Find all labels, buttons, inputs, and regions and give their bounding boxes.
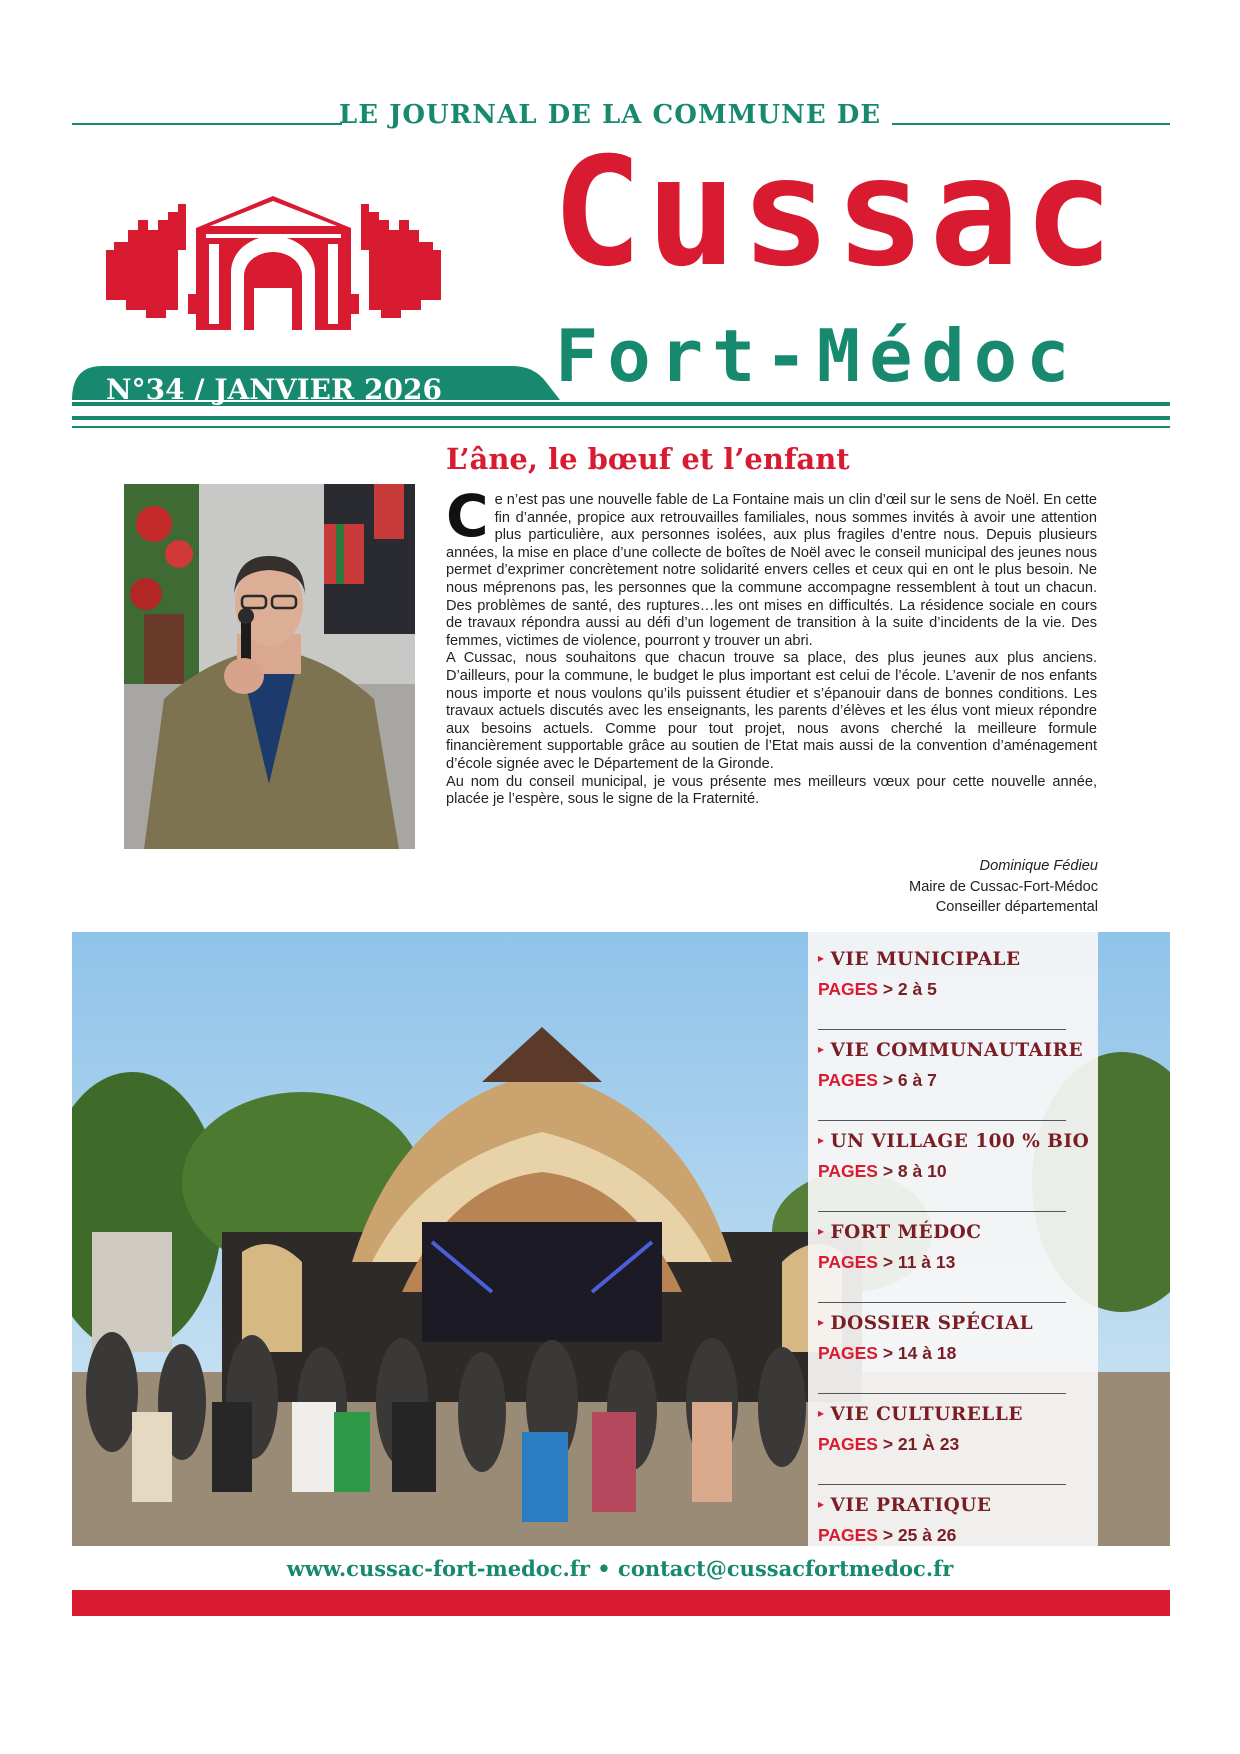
editorial-paragraph-text: e n’est pas une nouvelle fable de La Fontaine mais un clin d’œil sur le sens de Noël. En cette fin d’année, propice aux retrouvailles familiales, nous sommes invités à avoir une attention plus particulière, aux personnes isolées, aux plus fragiles d’entre nous. Depuis plusieurs années, la mise en place d’une collecte de boîtes de Noël avec le conseil municipal des jeunes nous permet d’exprimer concrètement notre solidarité envers celles et ceux qui en ont le plus besoin. Ne nous méprenons pas, les personnes que la commune accompagne ressemblent à tout un chacun. Des problèmes de santé, des ruptures…les ont mises en difficultés. La résidence sociale en cours de travaux répondra aussi au défi d’un logement de transition à la suite d’incidents de la vie. Des femmes, victimes de violence, pourront y trouver un abri. [446, 492, 1097, 649]
footer-separator: • [597, 1556, 611, 1581]
toc-entry[interactable] [818, 1131, 1090, 1182]
toc-entry-title: ▸ DOSSIER SPÉCIAL [818, 1313, 1034, 1334]
toc-entry[interactable] [818, 1404, 1078, 1455]
fort-gate-logo [106, 190, 441, 330]
toc-entry[interactable] [818, 1313, 1078, 1364]
toc-entry-title: ▸ UN VILLAGE 100 % BIO [818, 1131, 1090, 1152]
toc-entry[interactable] [818, 1495, 1078, 1546]
toc-divider [818, 1029, 1066, 1030]
triangle-bullet-icon: ▸ [818, 951, 825, 965]
masthead-rule-right [892, 123, 1170, 125]
website-link[interactable]: www.cussac-fort-medoc.fr [286, 1556, 590, 1581]
toc-divider [818, 1120, 1066, 1121]
editorial-paragraph: Au nom du conseil municipal, je vous présente mes meilleurs vœux pour cette nouvelle année, placée je l’espère, sous le signe de la Fraternité. [446, 773, 1097, 808]
toc-entry-pages: PAGES > 6 à 7 [818, 1070, 937, 1090]
signature-role: Maire de Cussac-Fort-Médoc [909, 879, 1098, 895]
footer-contact [0, 1556, 1240, 1581]
triangle-bullet-icon: ▸ [818, 1042, 825, 1056]
toc-divider [818, 1211, 1066, 1212]
toc-entry-pages: PAGES > 8 à 10 [818, 1161, 947, 1181]
editorial-title: L’âne, le bœuf et l’enfant [446, 442, 850, 476]
table-of-contents [808, 932, 1098, 1546]
triangle-bullet-icon: ▸ [818, 1133, 825, 1147]
triangle-bullet-icon: ▸ [818, 1315, 825, 1329]
drop-cap: C [446, 482, 489, 550]
toc-entry[interactable] [818, 949, 1078, 1000]
editorial-body [446, 482, 1097, 809]
editorial-paragraph: A Cussac, nous souhaitons que chacun trouve sa place, des plus jeunes aux plus anciens. D’ailleurs, pour la commune, le budget le plus important est celui de l’école. L’avenir de nos enfants nous importe et nous voulons qu’ils puissent étudier et s’épanouir dans de bonnes conditions. Les travaux actuels discutés avec les enseignants, les parents d’élèves et les élus vont mieux répondre aux besoins actuels. Comme pour tout projet, nous avons cherché la meilleure formule financièrement supportable grâce au soutien de l’Etat mais aussi de la convention d’aménagement d’école signée avec le Département de la Gironde. [446, 650, 1097, 772]
triangle-bullet-icon: ▸ [818, 1497, 825, 1511]
toc-divider [818, 1393, 1066, 1394]
footer-bar [72, 1590, 1170, 1616]
masthead-rule-left [72, 123, 342, 125]
toc-entry-pages: PAGES > 21 À 23 [818, 1434, 960, 1454]
toc-entry-pages: PAGES > 14 à 18 [818, 1343, 957, 1363]
signature-role: Conseiller départemental [935, 899, 1098, 915]
triangle-bullet-icon: ▸ [818, 1406, 825, 1420]
toc-entry-title: ▸ FORT MÉDOC [818, 1222, 982, 1243]
toc-entry-pages: PAGES > 11 à 13 [818, 1252, 956, 1272]
toc-entry[interactable] [818, 1222, 1078, 1273]
signature-name: Dominique Fédieu [979, 858, 1098, 874]
toc-entry-title: ▸ VIE COMMUNAUTAIRE [818, 1040, 1084, 1061]
issue-number: N°34 / JANVIER 2026 [106, 373, 442, 406]
editorial-paragraph [446, 482, 1097, 650]
toc-entry[interactable] [818, 1040, 1084, 1091]
toc-entry-pages: PAGES > 2 à 5 [818, 979, 937, 999]
triangle-bullet-icon: ▸ [818, 1224, 825, 1238]
email-link[interactable]: contact@cussacfortmedoc.fr [618, 1556, 954, 1581]
masthead-tagline: LE JOURNAL DE LA COMMUNE DE [338, 100, 882, 130]
toc-entry-title: ▸ VIE MUNICIPALE [818, 949, 1021, 970]
toc-entry-title: ▸ VIE PRATIQUE [818, 1495, 992, 1516]
toc-entry-title: ▸ VIE CULTURELLE [818, 1404, 1023, 1425]
masthead-title: Cussac [552, 126, 1118, 300]
toc-divider [818, 1302, 1066, 1303]
masthead-subtitle: Fort-Médoc [555, 314, 1079, 398]
toc-divider [818, 1484, 1066, 1485]
mayor-photo [124, 484, 415, 849]
toc-entry-pages: PAGES > 25 à 26 [818, 1525, 957, 1545]
